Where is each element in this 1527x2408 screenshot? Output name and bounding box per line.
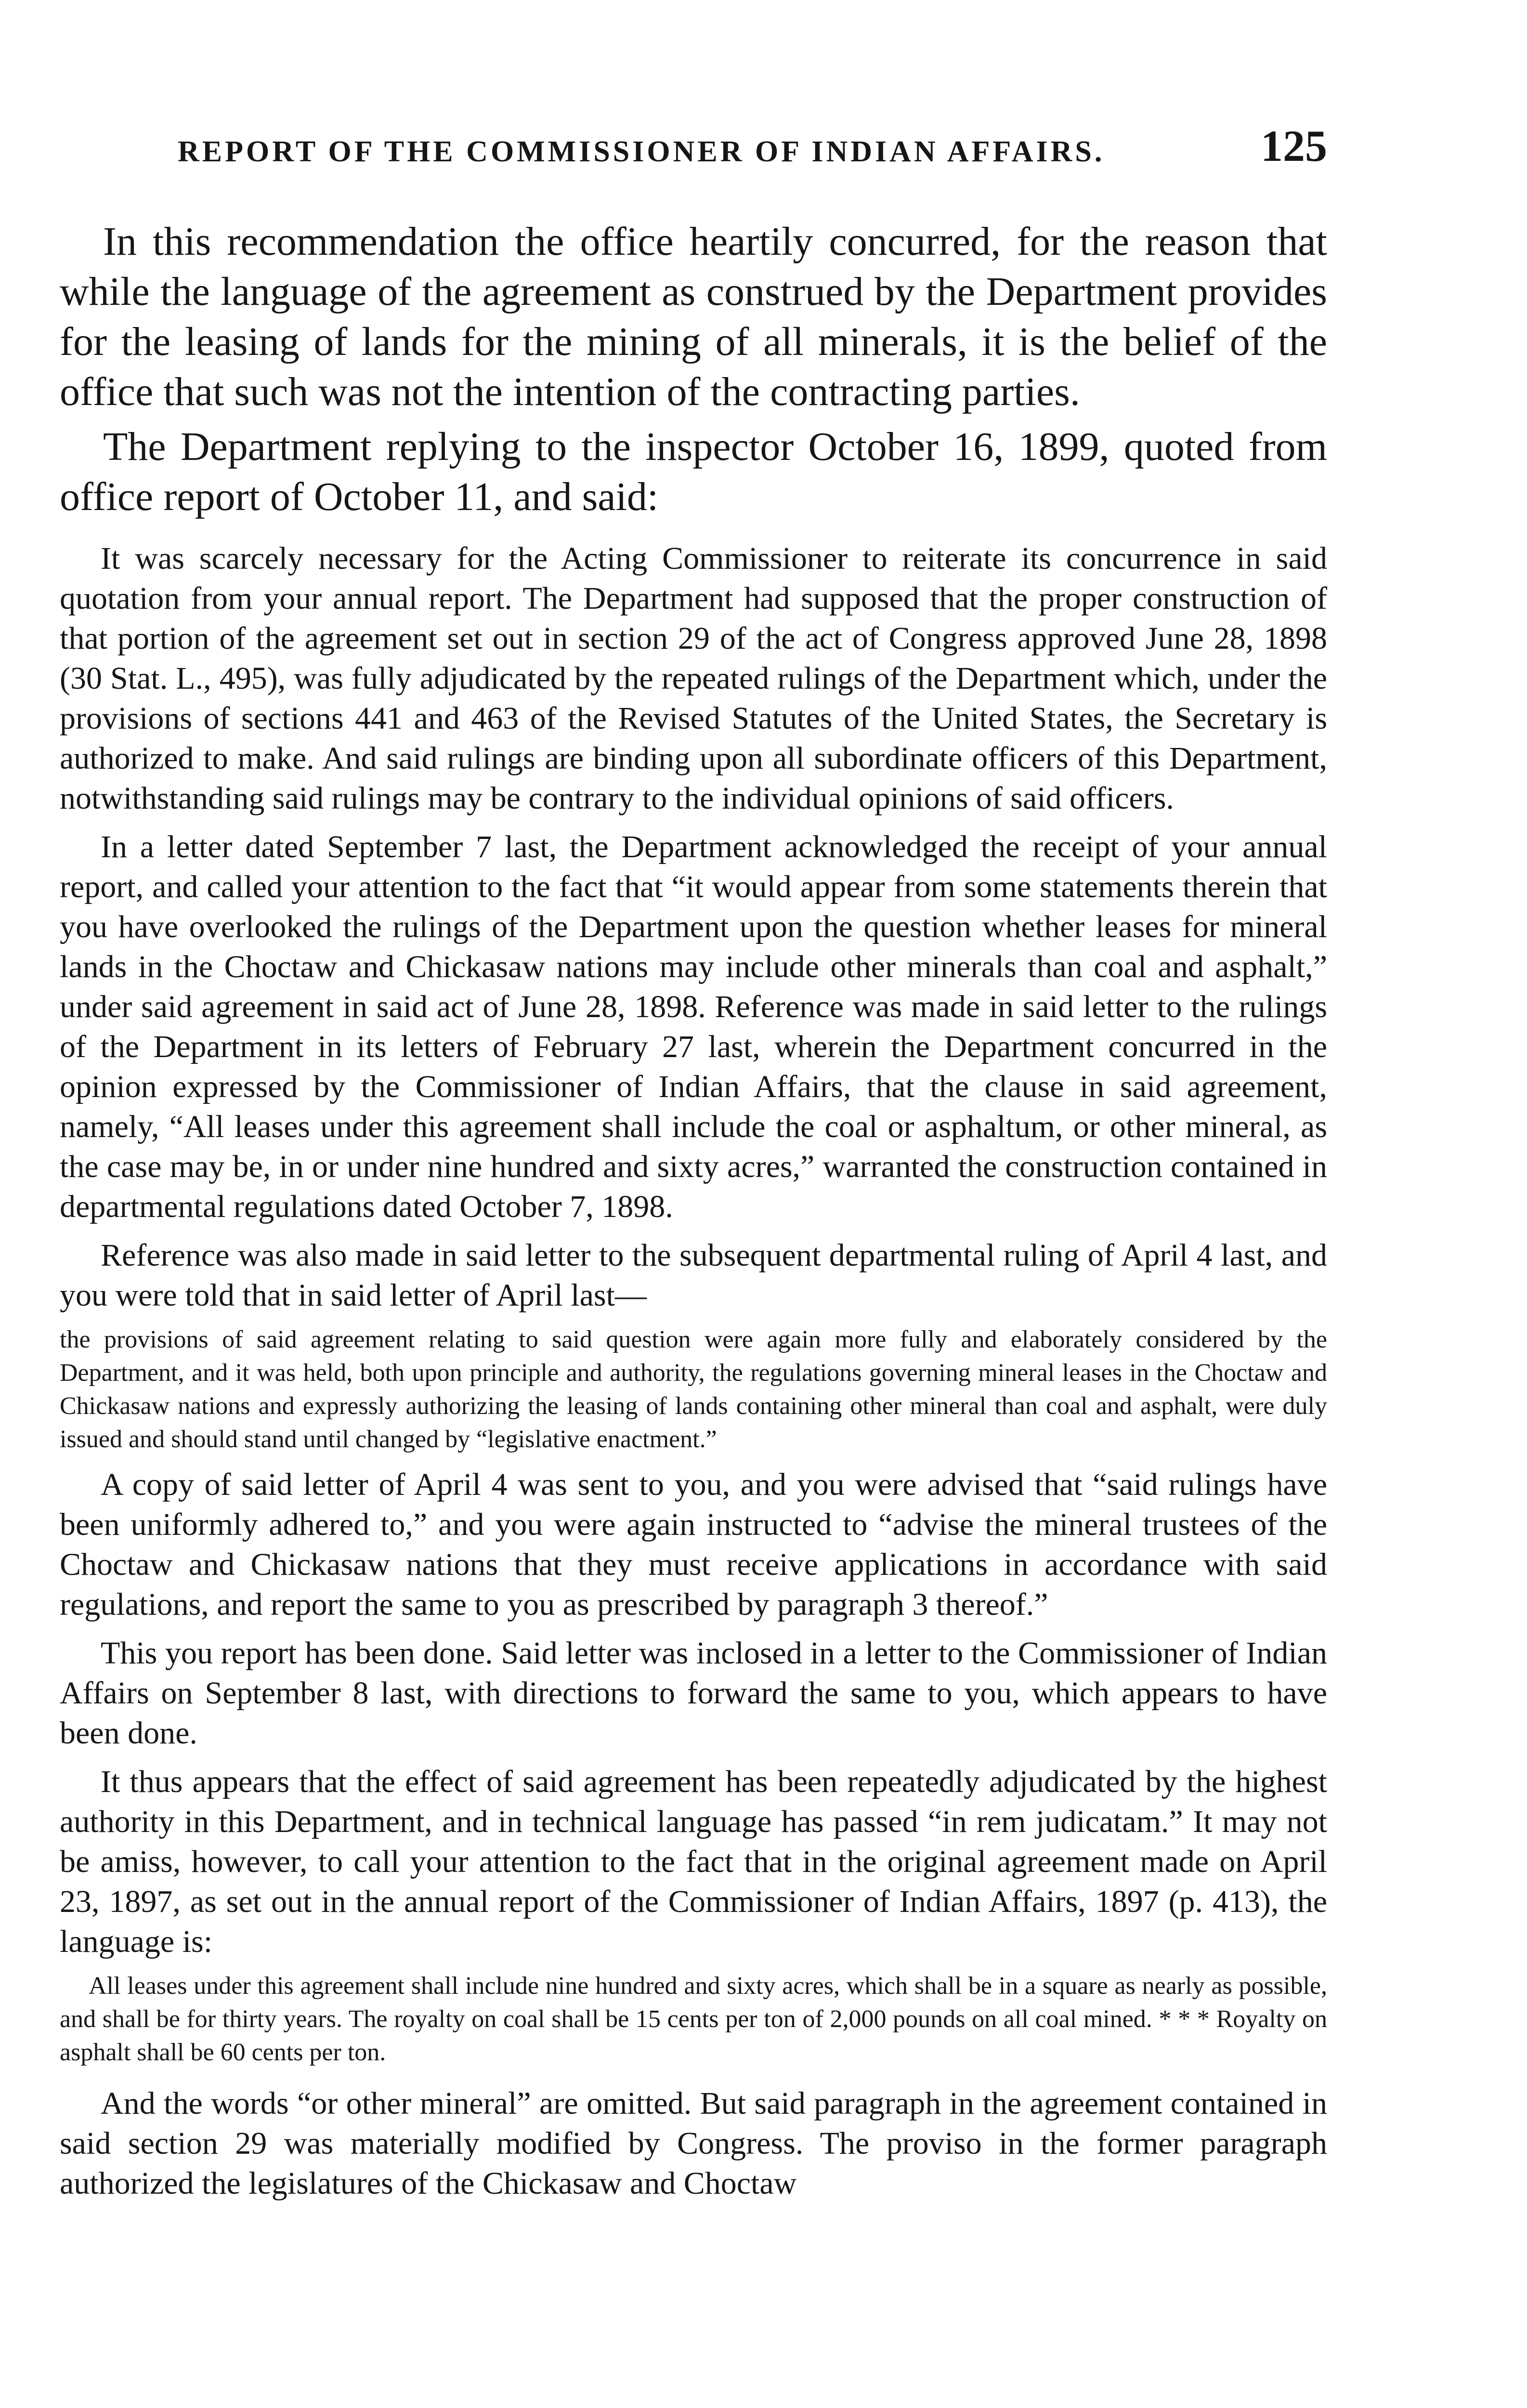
running-header xyxy=(60,120,1327,173)
running-title: REPORT OF THE COMMISSIONER OF INDIAN AFFAIRS. xyxy=(178,135,1105,168)
quoted-paragraph-4: A copy of said letter of April 4 was sent to you, and you were advised that “said rulings have been uniformly adhered to,” and you were again instructed to “advise the mineral trustees of the Choctaw and Chickasaw nations that they must receive applications in accordance with said regulations, and report the same to you as prescribed by paragraph 3 thereof.” xyxy=(60,1467,1327,1622)
quoted-paragraph-1: It was scarcely necessary for the Acting Commissioner to reiterate its concurrence in said quotation from your annual report. The Department had supposed that the proper construction of that portion of the agreement set out in section 29 of the act of Congress approved June 28, 1898 (30 Stat. L., 495), was fully adjudicated by the repeated rulings of the Department which, under the provisions of sections 441 and 463 of the Revised Statutes of the United States, the Secretary is authorized to make. And said rulings are binding upon all subordinate officers of this Department, notwithstanding said rulings may be contrary to the individual opinions of said officers. xyxy=(60,541,1327,816)
quoted-paragraph-5: This you report has been done. Said letter was inclosed in a letter to the Commissioner of Indian Affairs on September 8 last, with directions to forward the same to you, which appears to have been done. xyxy=(60,1636,1327,1751)
inner-quotation-2: All leases under this agreement shall include nine hundred and sixty acres, which shall be in a square as nearly as possible, and shall be for thirty years. The royalty on coal shall be 15 cents per ton of 2,000 pounds on all coal mined. * * * Royalty on asphalt shall be 60 cents per ton. xyxy=(60,1972,1327,2066)
quoted-paragraph-3: Reference was also made in said letter to the subsequent departmental ruling of April 4 last, and you were told that in said letter of April last— xyxy=(60,1238,1327,1313)
inner-quotation-1: the provisions of said agreement relating to said question were again more fully and elaborately considered by the Department, and it was held, both upon principle and authority, the regulations governing mineral leases in the Choctaw and Chickasaw nations and expressly authorizing the leasing of lands containing other mineral than coal and asphalt, were duly issued and should stand until changed by “legislative enactment.” xyxy=(60,1326,1327,1453)
body-paragraph-2: The Department replying to the inspector October 16, 1899, quoted from office report of October 11, and said: xyxy=(60,424,1327,519)
quoted-paragraph-7: And the words “or other mineral” are omitted. But said paragraph in the agreement contained in said section 29 was materially modified by Congress. The proviso in the former paragraph authorized the legislatures of the Chickasaw and Choctaw xyxy=(60,2086,1327,2201)
body-paragraph-1: In this recommendation the office heartily concurred, for the reason that while the language of the agreement as construed by the Department provides for the leasing of lands for the mining of all minerals, it is the belief of the office that such was not the intention of the contracting parties. xyxy=(60,219,1327,414)
quoted-paragraph-2: In a letter dated September 7 last, the Department acknowledged the receipt of your annual report, and called your attention to the fact that “it would appear from some statements therein that you have overlooked the rulings of the Department upon the question whether leases for mineral lands in the Choctaw and Chickasaw nations may include other minerals than coal and asphalt,” under said agreement in said act of June 28, 1898. Reference was made in said letter to the rulings of the Department in its letters of February 27 last, wherein the Department concurred in the opinion expressed by the Commissioner of Indian Affairs, that the clause in said agreement, namely, “All leases under this agreement shall include the coal or asphaltum, or other mineral, as the case may be, in or under nine hundred and sixty acres,” warranted the construction contained in departmental regulations dated October 7, 1898. xyxy=(60,829,1327,1224)
quoted-paragraph-6: It thus appears that the effect of said agreement has been repeatedly adjudicated by the highest authority in this Department, and in technical language has passed “in rem judicatam.” It may not be amiss, however, to call your attention to the fact that in the original agreement made on April 23, 1897, as set out in the annual report of the Commissioner of Indian Affairs, 1897 (p. 413), the language is: xyxy=(60,1764,1327,1959)
document-page xyxy=(60,120,1327,2203)
page-number: 125 xyxy=(1261,121,1327,170)
